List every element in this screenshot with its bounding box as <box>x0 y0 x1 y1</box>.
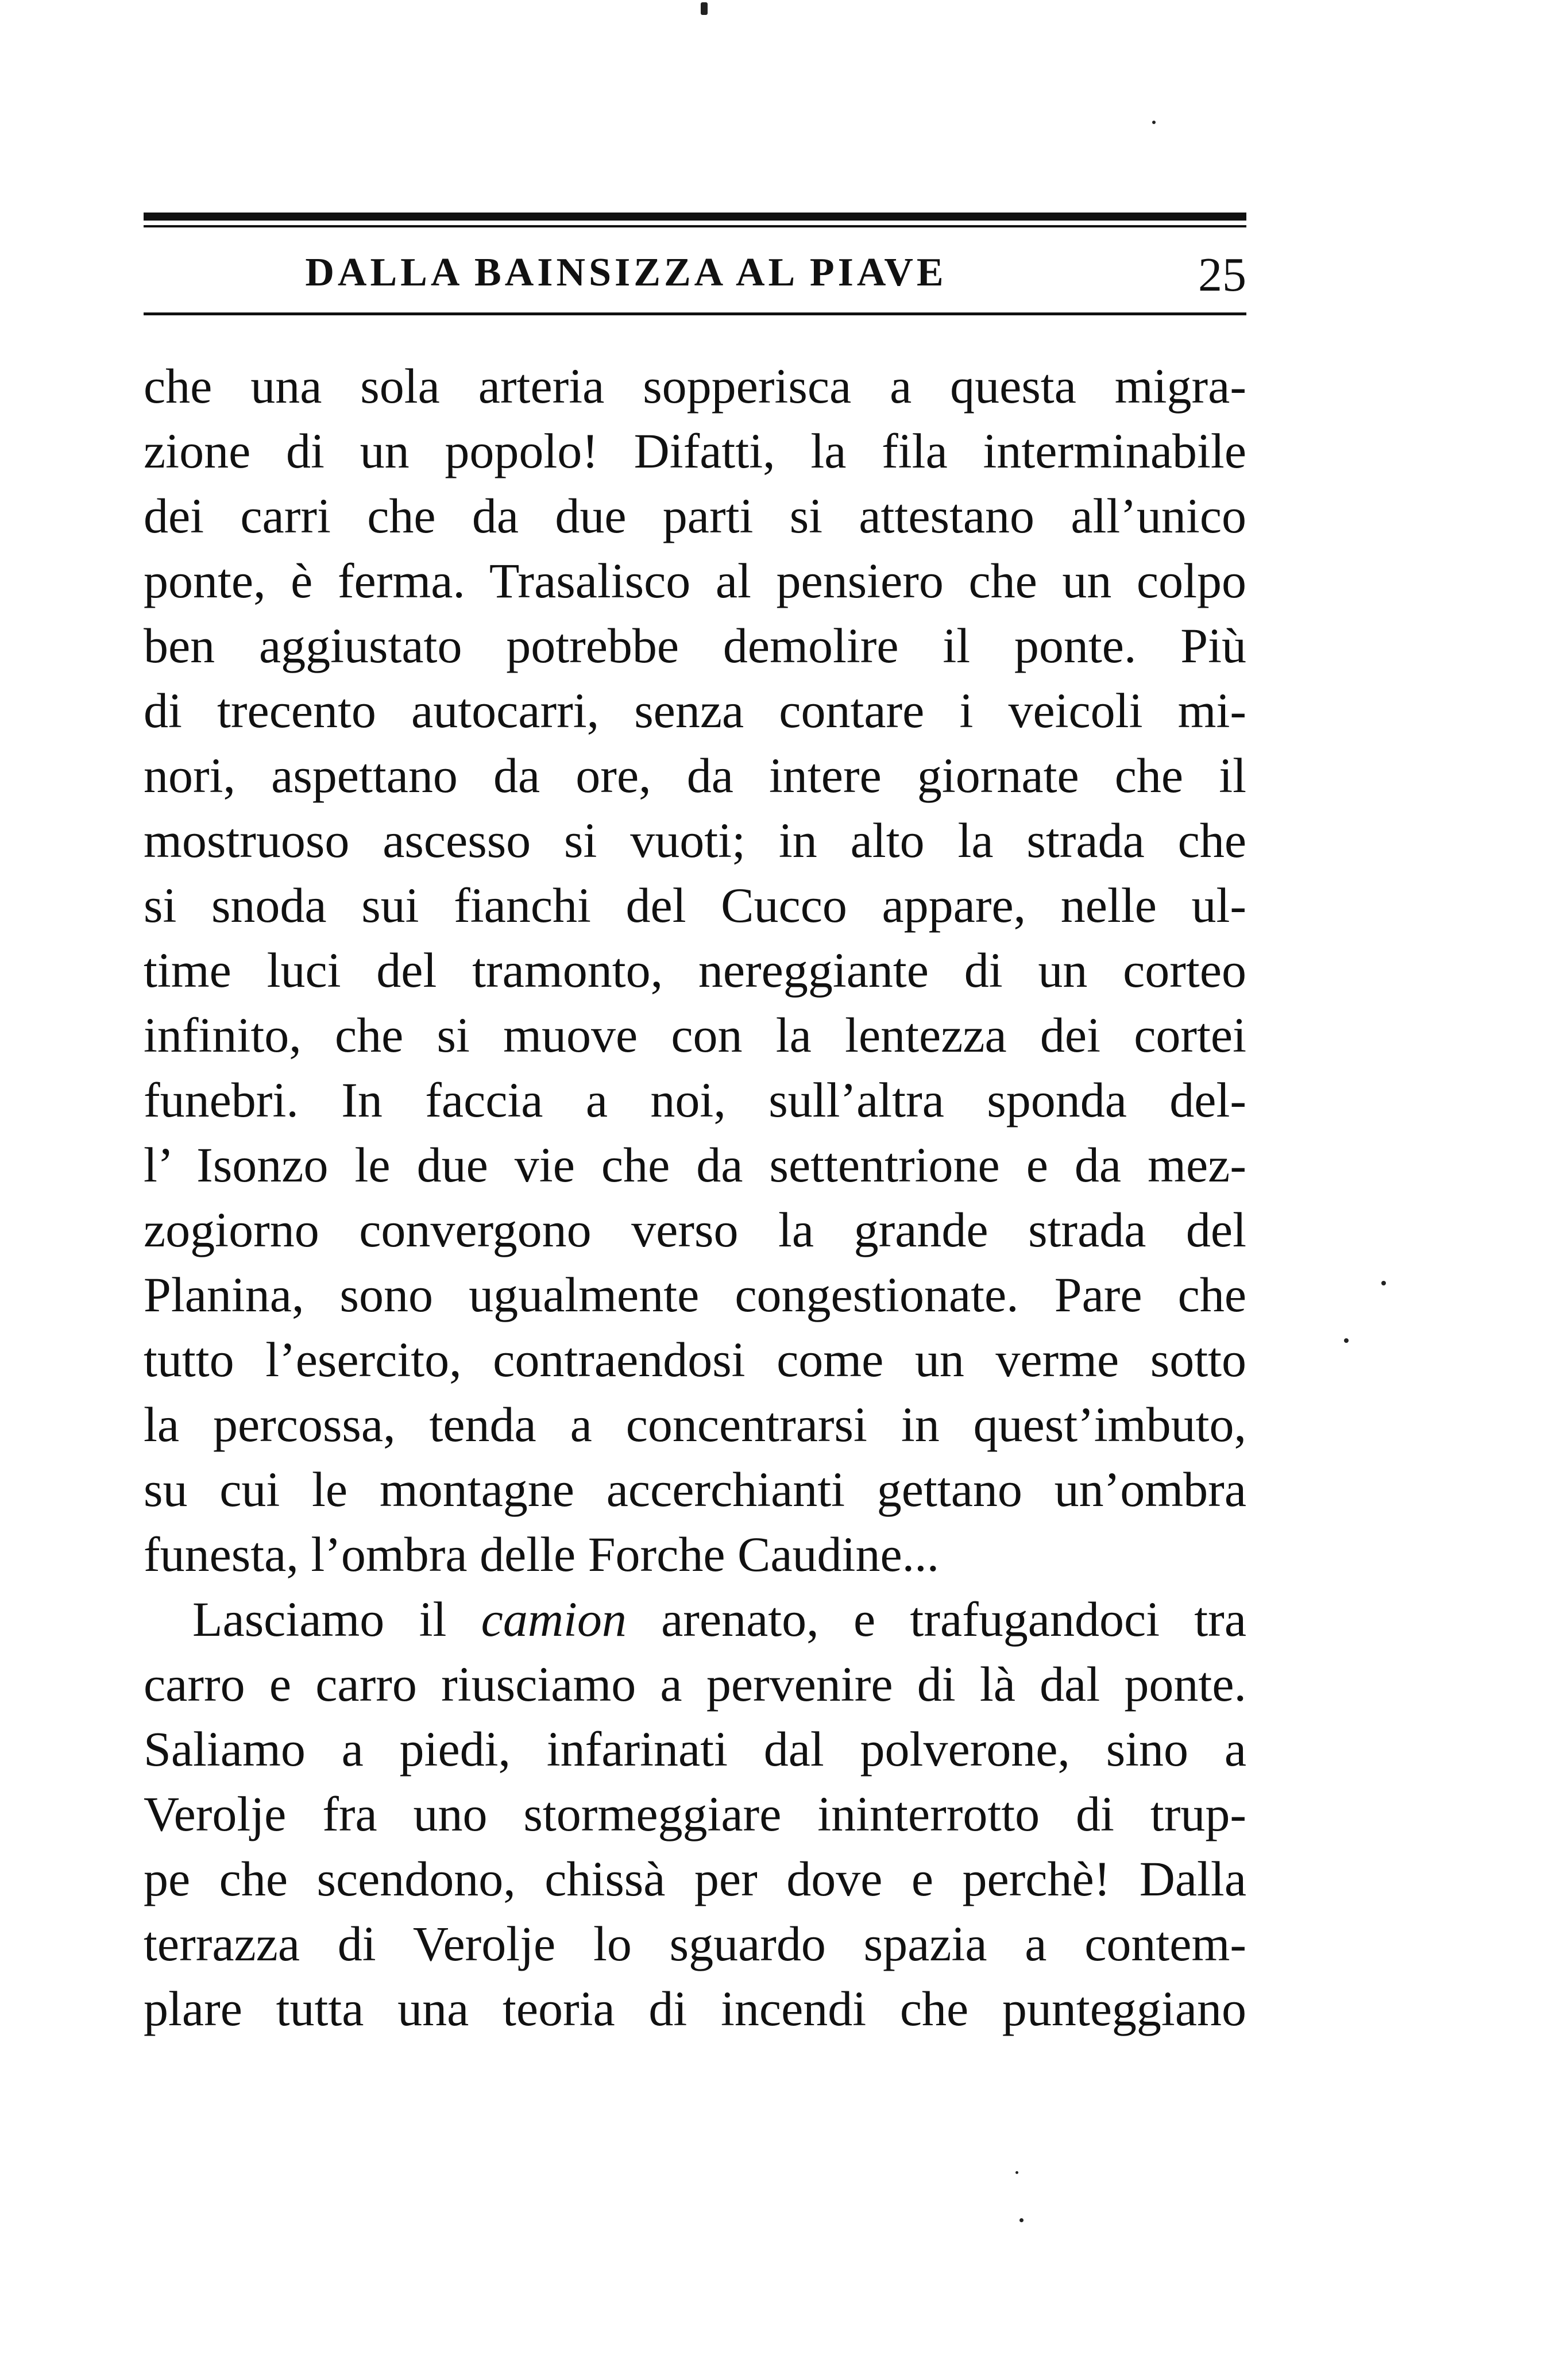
header-rule-thin <box>144 225 1246 227</box>
text-line: terrazza di Verolje lo sguardo spazia a contem- <box>144 1916 1246 1971</box>
text-line: zogiorno convergono verso la grande strada del <box>144 1202 1246 1257</box>
text-line: mostruoso ascesso si vuoti; in alto la strada che <box>144 813 1246 868</box>
running-head <box>144 241 1246 304</box>
text-line: Planina, sono ugualmente congestionate. Pare che <box>144 1267 1246 1322</box>
text-line: nori, aspettano da ore, da intere giornate che il <box>144 748 1246 803</box>
text-line: l’ Isonzo le due vie che da settentrione e da mez- <box>144 1137 1246 1192</box>
running-title: DALLA BAINSIZZA AL PIAVE <box>305 250 947 295</box>
text-line: tutto l’esercito, contraendosi come un verme sotto <box>144 1332 1246 1387</box>
text-line: infinito, che si muove con la lentezza dei cortei <box>144 1007 1246 1063</box>
scan-speck <box>1152 121 1156 124</box>
text-line: ben aggiustato potrebbe demolire il ponte. Più <box>144 618 1246 673</box>
text-line: di trecento autocarri, senza contare i veicoli mi- <box>144 683 1246 738</box>
body-text <box>144 354 1246 2041</box>
scan-speck <box>1019 2218 1024 2222</box>
text-line: carro e carro riusciamo a pervenire di là dal ponte. <box>144 1656 1246 1712</box>
text-line: che una sola arteria sopperisca a questa migra- <box>144 358 1246 414</box>
header-rule-thick <box>144 213 1246 221</box>
text-line: Saliamo a piedi, infarinati dal polverone, sino a <box>144 1721 1246 1777</box>
text-line: Verolje fra uno stormeggiare ininterrotto di trup- <box>144 1786 1246 1841</box>
italic-word: camion <box>481 1592 627 1647</box>
scan-speck <box>701 2 708 15</box>
text-segment: Lasciamo il <box>192 1592 481 1647</box>
text-line: si snoda sui fianchi del Cucco appare, nelle ul- <box>144 878 1246 933</box>
text-line: time luci del tramonto, nereggiante di un corteo <box>144 943 1246 998</box>
text-line: pe che scendono, chissà per dove e perchè! Dalla <box>144 1851 1246 1906</box>
text-line: plare tutta una teoria di incendi che punteggiano <box>144 1981 1246 2036</box>
scan-speck <box>1344 1338 1349 1343</box>
text-line: dei carri che da due parti si attestano all’unico <box>144 488 1246 543</box>
page-number: 25 <box>1198 248 1246 302</box>
text-line: funesta, l’ombra delle Forche Caudine... <box>144 1527 940 1582</box>
text-line: su cui le montagne accerchianti gettano un’ombra <box>144 1462 1246 1517</box>
text-line: funebri. In faccia a noi, sull’altra sponda del- <box>144 1072 1246 1127</box>
text-line: la percossa, tenda a concentrarsi in quest’imbuto, <box>144 1397 1246 1452</box>
text-line-paragraph-start <box>144 1587 1246 1652</box>
scan-speck <box>1381 1281 1386 1285</box>
header-rule-bottom <box>144 312 1246 315</box>
text-line: ponte, è ferma. Trasalisco al pensiero che un colpo <box>144 553 1246 608</box>
text-line: zione di un popolo! Difatti, la fila interminabile <box>144 423 1246 478</box>
scan-speck <box>1015 2171 1018 2174</box>
text-segment: arenato, e trafugandoci tra <box>626 1592 1246 1647</box>
